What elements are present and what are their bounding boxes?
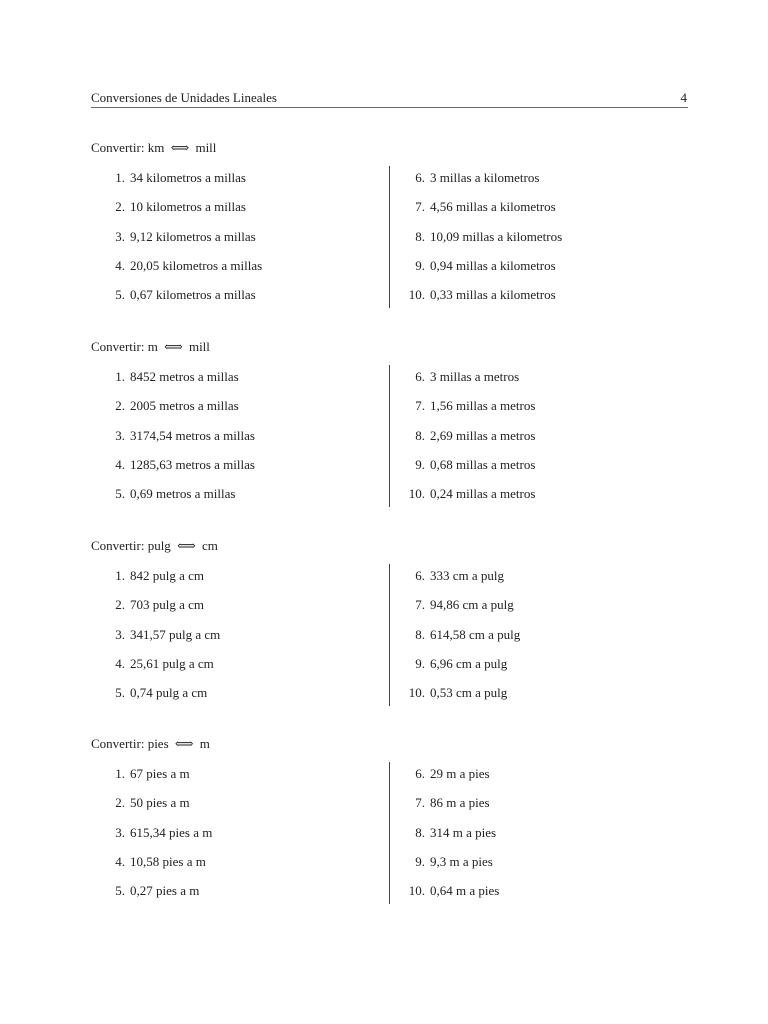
- item-text: 0,67 kilometros a millas: [130, 287, 256, 303]
- list-item: [407, 258, 687, 287]
- item-number: 8.: [415, 824, 425, 840]
- double-arrow-icon: ⟺: [174, 736, 194, 751]
- item-text: 9,3 m a pies: [430, 853, 493, 869]
- from-unit: km: [147, 140, 165, 155]
- section-title: [91, 140, 216, 156]
- list-item: [107, 229, 387, 258]
- list-item: [107, 795, 387, 824]
- item-number: 8.: [415, 427, 425, 443]
- item-text: 2005 metros a millas: [130, 398, 239, 414]
- list-item: [407, 795, 687, 824]
- item-text: 20,05 kilometros a millas: [130, 257, 263, 273]
- item-number: 8.: [415, 626, 425, 642]
- item-text: 50 pies a m: [130, 795, 190, 811]
- item-text: 86 m a pies: [430, 795, 490, 811]
- exercise-column-left: [107, 568, 387, 714]
- list-item: [407, 486, 687, 515]
- list-item: [407, 457, 687, 486]
- item-number: 3.: [115, 626, 125, 642]
- item-number: 1.: [115, 568, 125, 583]
- item-text: 341,57 pulg a cm: [130, 626, 221, 642]
- item-text: 3 millas a metros: [430, 369, 520, 384]
- item-number: 4.: [115, 456, 125, 472]
- list-item: [107, 883, 387, 912]
- double-arrow-icon: ⟺: [164, 339, 183, 354]
- item-text: 314 m a pies: [430, 824, 497, 840]
- list-item: [407, 369, 687, 398]
- item-number: 6.: [415, 369, 425, 384]
- item-text: 614,58 cm a pulg: [430, 626, 521, 642]
- to-unit: mill: [188, 339, 210, 354]
- item-number: 5.: [115, 883, 125, 899]
- item-number: 4.: [115, 257, 125, 273]
- list-item: [107, 398, 387, 427]
- item-number: 10.: [408, 486, 425, 502]
- exercise-column-left: [107, 369, 387, 515]
- item-number: 10.: [408, 883, 425, 899]
- list-item: [407, 883, 687, 912]
- item-text: 94,86 cm a pulg: [430, 597, 514, 613]
- item-text: 3 millas a kilometros: [430, 170, 540, 185]
- list-item: [107, 627, 387, 656]
- item-text: 4,56 millas a kilometros: [430, 199, 556, 215]
- item-text: 10,09 millas a kilometros: [430, 228, 563, 244]
- item-number: 5.: [115, 486, 125, 502]
- item-text: 0,33 millas a kilometros: [430, 287, 556, 303]
- item-number: 2.: [115, 398, 125, 414]
- exercise-column-left: [107, 170, 387, 316]
- item-text: 67 pies a m: [130, 766, 190, 781]
- list-item: [407, 199, 687, 228]
- list-item: [407, 170, 687, 199]
- item-text: 0,24 millas a metros: [430, 486, 536, 502]
- exercise-column-left: [107, 766, 387, 912]
- from-unit: m: [147, 339, 158, 354]
- item-number: 1.: [115, 369, 125, 384]
- list-item: [107, 656, 387, 685]
- section-title: [91, 339, 210, 355]
- list-item: [407, 685, 687, 714]
- exercise-column-right: [389, 762, 687, 904]
- list-item: [407, 854, 687, 883]
- list-item: [407, 656, 687, 685]
- list-item: [407, 568, 687, 597]
- item-number: 1.: [115, 766, 125, 781]
- list-item: [107, 428, 387, 457]
- list-item: [107, 369, 387, 398]
- section-prefix: Convertir:: [91, 140, 145, 155]
- item-text: 29 m a pies: [430, 766, 490, 781]
- item-number: 8.: [415, 228, 425, 244]
- item-number: 10.: [408, 685, 425, 701]
- list-item: [107, 457, 387, 486]
- item-text: 703 pulg a cm: [130, 597, 205, 613]
- item-number: 9.: [415, 853, 425, 869]
- item-text: 0,53 cm a pulg: [430, 685, 508, 701]
- item-text: 842 pulg a cm: [130, 568, 205, 583]
- to-unit: mill: [195, 140, 217, 155]
- list-item: [107, 258, 387, 287]
- list-item: [107, 854, 387, 883]
- item-number: 2.: [115, 199, 125, 215]
- page-number: 4: [680, 90, 687, 105]
- list-item: [407, 428, 687, 457]
- item-number: 4.: [115, 655, 125, 671]
- item-text: 1,56 millas a metros: [430, 398, 536, 414]
- list-item: [407, 229, 687, 258]
- item-number: 5.: [115, 685, 125, 701]
- item-number: 7.: [415, 795, 425, 811]
- to-unit: m: [199, 736, 210, 751]
- item-number: 2.: [115, 597, 125, 613]
- item-number: 1.: [115, 170, 125, 185]
- item-text: 10 kilometros a millas: [130, 199, 246, 215]
- section-prefix: Convertir:: [91, 538, 145, 553]
- item-text: 34 kilometros a millas: [130, 170, 246, 185]
- item-number: 2.: [115, 795, 125, 811]
- list-item: [407, 597, 687, 626]
- section-prefix: Convertir:: [91, 339, 145, 354]
- item-text: 0,64 m a pies: [430, 883, 500, 899]
- list-item: [407, 766, 687, 795]
- item-number: 3.: [115, 228, 125, 244]
- list-item: [107, 199, 387, 228]
- section-title: [91, 538, 218, 554]
- document-title: Conversiones de Unidades Lineales: [91, 90, 277, 105]
- item-text: 0,69 metros a millas: [130, 486, 236, 502]
- item-number: 6.: [415, 170, 425, 185]
- item-text: 9,12 kilometros a millas: [130, 228, 256, 244]
- item-text: 0,27 pies a m: [130, 883, 200, 899]
- item-number: 7.: [415, 597, 425, 613]
- item-number: 7.: [415, 398, 425, 414]
- section-prefix: Convertir:: [91, 736, 145, 751]
- list-item: [107, 486, 387, 515]
- page-header: [91, 90, 688, 108]
- list-item: [107, 287, 387, 316]
- list-item: [407, 825, 687, 854]
- from-unit: pies: [147, 736, 169, 751]
- list-item: [107, 825, 387, 854]
- list-item: [107, 568, 387, 597]
- list-item: [107, 685, 387, 714]
- exercise-column-right: [389, 564, 687, 706]
- item-number: 9.: [415, 456, 425, 472]
- item-text: 10,58 pies a m: [130, 853, 206, 869]
- item-number: 5.: [115, 287, 125, 303]
- item-text: 0,94 millas a kilometros: [430, 257, 556, 273]
- list-item: [107, 766, 387, 795]
- item-number: 9.: [415, 257, 425, 273]
- item-text: 8452 metros a millas: [130, 369, 239, 384]
- list-item: [407, 287, 687, 316]
- from-unit: pulg: [147, 538, 171, 553]
- item-number: 4.: [115, 853, 125, 869]
- list-item: [407, 398, 687, 427]
- item-text: 25,61 pulg a cm: [130, 655, 214, 671]
- double-arrow-icon: ⟺: [170, 140, 190, 155]
- list-item: [107, 597, 387, 626]
- item-number: 6.: [415, 568, 425, 583]
- item-text: 0,68 millas a metros: [430, 456, 536, 472]
- item-text: 0,74 pulg a cm: [130, 685, 208, 701]
- item-text: 3174,54 metros a millas: [130, 427, 255, 443]
- list-item: [107, 170, 387, 199]
- item-number: 6.: [415, 766, 425, 781]
- exercise-column-right: [389, 166, 687, 308]
- item-text: 333 cm a pulg: [430, 568, 505, 583]
- item-number: 10.: [408, 287, 425, 303]
- item-text: 2,69 millas a metros: [430, 427, 536, 443]
- item-number: 9.: [415, 655, 425, 671]
- double-arrow-icon: ⟺: [177, 538, 196, 553]
- item-number: 3.: [115, 427, 125, 443]
- to-unit: cm: [201, 538, 218, 553]
- list-item: [407, 627, 687, 656]
- item-number: 7.: [415, 199, 425, 215]
- section-title: [91, 736, 210, 752]
- exercise-column-right: [389, 365, 687, 507]
- item-text: 1285,63 metros a millas: [130, 456, 255, 472]
- item-text: 615,34 pies a m: [130, 824, 213, 840]
- item-number: 3.: [115, 824, 125, 840]
- item-text: 6,96 cm a pulg: [430, 655, 508, 671]
